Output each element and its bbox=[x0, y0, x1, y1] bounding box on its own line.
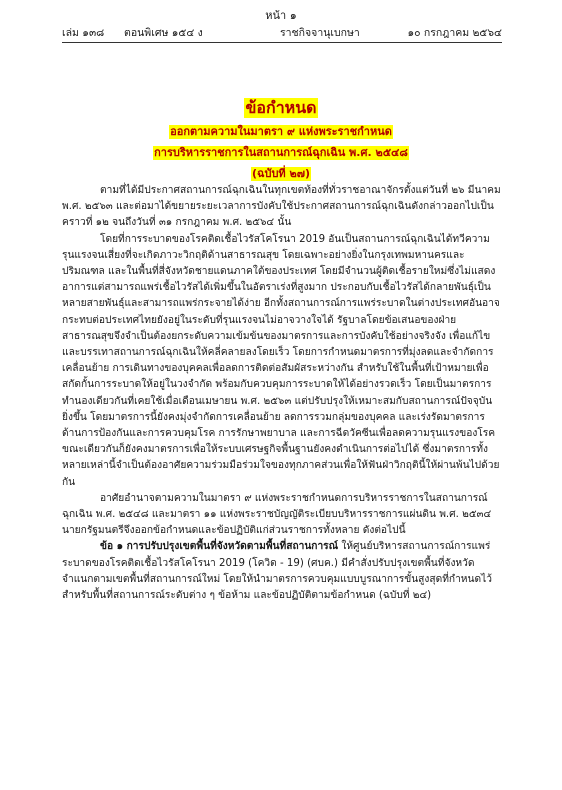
gazette-section: ตอนพิเศษ ๑๕๔ ง bbox=[124, 27, 203, 39]
clause-1 bbox=[62, 539, 502, 604]
document-title: ข้อกำหนด bbox=[245, 98, 317, 117]
gazette-volume: เล่ม ๑๓๘ bbox=[62, 27, 105, 39]
document-body bbox=[62, 183, 502, 604]
document-title-block bbox=[0, 96, 562, 183]
page-number: หน้า ๑ bbox=[265, 9, 297, 22]
title-line-act: การบริหารราชการในสถานการณ์ฉุกเฉิน พ.ศ. ๒๕๔๘ bbox=[154, 146, 408, 159]
title-line-authority: ออกตามความในมาตรา ๙ แห่งพระราชกำหนด bbox=[170, 125, 392, 138]
gazette-name: ราชกิจจานุเบกษา bbox=[280, 27, 360, 39]
paragraph-authority: อาศัยอำนาจตามความในมาตรา ๙ แห่งพระราชกำหนดการบริหารราชการในสถานการณ์ฉุกเฉิน พ.ศ. ๒๕๔๘ และมาตรา ๑๑ แห่งพระราชบัญญัติระเบียบบริหารราชการแผ่นดิน พ.ศ. ๒๕๓๔ นายกรัฐมนตรีจึงออกข้อกำหนดและข้อปฏิบัติแก่ส่วนราชการทั้งหลาย ดังต่อไปนี้ bbox=[62, 492, 492, 537]
paragraph-situation: โดยที่การระบาดของโรคติดเชื้อไวรัสโคโรนา 2019 อันเป็นสถานการณ์ฉุกเฉินได้ทวีความรุนแรงจนเสี่ยงที่จะเกิดภาวะวิกฤติด้านสาธารณสุข โดยเฉพาะอย่างยิ่งในกรุงเทพมหานครและปริมณฑล และในพื้นที่สี่จังหวัดชายแดนภาคใต้ของประเทศ โดยมีจำนวนผู้ติดเชื้อรายใหม่ซึ่งไม่แสดงอาการแต่สามารถแพร่เชื้อไวรัสได้เพิ่มขึ้นในอัตราเร่งที่สูงมาก ประกอบกับเชื้อไวรัสได้กลายพันธุ์เป็นหลายสายพันธุ์และสามารถแพร่กระจายได้ง่าย อีกทั้งสถานการณ์การแพร่ระบาดในต่างประเทศอันอาจกระทบต่อประเทศไทยยังอยู่ในระดับที่รุนแรงจนไม่อาจวางใจได้ รัฐบาลโดยข้อเสนอของฝ่ายสาธารณสุขจึงจำเป็นต้องยกระดับความเข้มข้นของมาตรการและการบังคับใช้อย่างจริงจัง เพื่อแก้ไขและบรรเทาสถานการณ์ฉุกเฉินให้คลี่คลายลงโดยเร็ว โดยการกำหนดมาตรการที่มุ่งลดและจำกัดการเคลื่อนย้าย การเดินทางของบุคคลเพื่อลดการติดต่อสัมผัสระหว่างกัน สำหรับใช้ในพื้นที่เป้าหมายเพื่อสกัดกั้นการระบาดให้อยู่ในวงจำกัด พร้อมกับควบคุมการระบาดให้ได้อย่างรวดเร็ว โดยเป็นมาตรการทำนองเดียวกันที่เคยใช้เมื่อเดือนเมษายน พ.ศ. ๒๕๖๓ แต่ปรับปรุงให้เหมาะสมกับสถานการณ์ปัจจุบันยิ่งขึ้น โดยมาตรการนี้ยังคงมุ่งจำกัดการเคลื่อนย้าย ลดการรวมกลุ่มของบุคคล และเร่งรัดมาตรการด้านการป้องกันและการควบคุมโรค การรักษาพยาบาล และการฉีดวัคซีนเพื่อลดความรุนแรงของโรค ขณะเดียวกันก็ยังคงมาตรการเพื่อให้ระบบเศรษฐกิจพื้นฐานยังคงดำเนินการต่อไปได้ ซึ่งมาตรการทั้งหลายเหล่านี้จำเป็นต้องอาศัยความร่วมมือร่วมใจของทุกภาคส่วนเพื่อให้ฟันฝ่าวิกฤตินี้ให้ผ่านพ้นไปด้วยกัน bbox=[62, 233, 500, 488]
paragraph-background: ตามที่ได้มีประกาศสถานการณ์ฉุกเฉินในทุกเขตท้องที่ทั่วราชอาณาจักรตั้งแต่วันที่ ๒๖ มีนาคม พ.ศ. ๒๕๖๓ และต่อมาได้ขยายระยะเวลาการบังคับใช้ประกาศสถานการณ์ฉุกเฉินดังกล่าวออกไปเป็นคราวที่ ๑๒ จนถึงวันที่ ๓๑ กรกฎาคม พ.ศ. ๒๕๖๔ นั้น bbox=[62, 185, 501, 229]
gazette-date: ๑๐ กรกฎาคม ๒๕๖๔ bbox=[407, 27, 502, 39]
header-divider bbox=[62, 42, 502, 43]
clause-1-text: ให้ศูนย์บริหารสถานการณ์การแพร่ระบาดของโรคติดเชื้อไวรัสโคโรนา 2019 (โควิด - 19) (ศบค.) มีคำสั่งปรับปรุงเขตพื้นที่จังหวัดจำแนกตามเขตพื้นที่สถานการณ์ใหม่ โดยให้นำมาตรการควบคุมแบบบูรณาการขั้นสูงสุดที่กำหนดไว้สำหรับพื้นที่สถานการณ์ระดับต่าง ๆ ข้อห้าม และข้อปฏิบัติตามข้อกำหนด (ฉบับที่ ๒๔) bbox=[62, 541, 492, 602]
title-line-edition: (ฉบับที่ ๒๗) bbox=[251, 167, 311, 180]
gazette-header bbox=[62, 24, 502, 38]
clause-1-heading: ข้อ ๑ การปรับปรุงเขตพื้นที่จังหวัดตามพื้นที่สถานการณ์ bbox=[100, 541, 339, 553]
